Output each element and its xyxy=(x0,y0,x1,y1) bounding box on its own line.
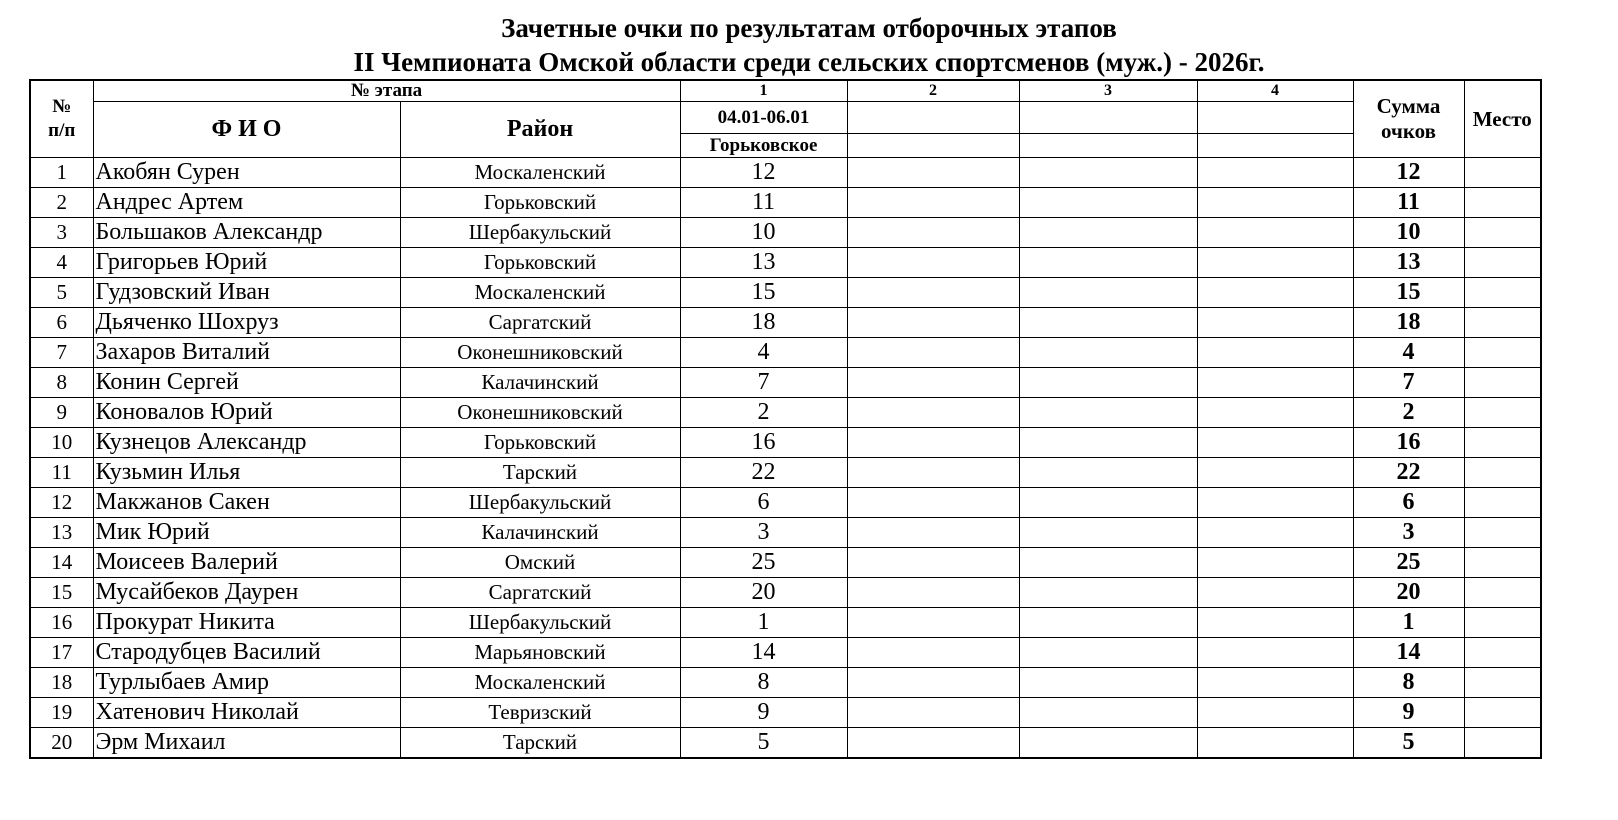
header-stage-4: 4 xyxy=(1197,80,1353,102)
stage4-score xyxy=(1197,308,1353,338)
stage3-score xyxy=(1019,158,1197,188)
total-score: 4 xyxy=(1353,338,1464,368)
athlete-district: Шербакульский xyxy=(400,488,680,518)
stage1-score: 6 xyxy=(680,488,847,518)
place-cell xyxy=(1464,158,1541,188)
stage1-score: 1 xyxy=(680,608,847,638)
header-district: Район xyxy=(400,102,680,158)
total-score: 20 xyxy=(1353,578,1464,608)
athlete-name: Моисеев Валерий xyxy=(93,548,400,578)
place-cell xyxy=(1464,188,1541,218)
table-row xyxy=(30,578,1541,608)
row-number: 8 xyxy=(30,368,93,398)
place-cell xyxy=(1464,368,1541,398)
stage1-score: 5 xyxy=(680,728,847,759)
total-score: 15 xyxy=(1353,278,1464,308)
stage3-score xyxy=(1019,638,1197,668)
stage4-score xyxy=(1197,278,1353,308)
stage3-score xyxy=(1019,728,1197,759)
total-score: 9 xyxy=(1353,698,1464,728)
stage2-score xyxy=(847,548,1019,578)
table-row xyxy=(30,218,1541,248)
row-number: 19 xyxy=(30,698,93,728)
header-place: Место xyxy=(1464,80,1541,158)
stage3-score xyxy=(1019,308,1197,338)
header-stage2-place xyxy=(847,134,1019,158)
total-score: 22 xyxy=(1353,458,1464,488)
stage4-score xyxy=(1197,578,1353,608)
stage2-score xyxy=(847,368,1019,398)
athlete-name: Гудзовский Иван xyxy=(93,278,400,308)
athlete-district: Марьяновский xyxy=(400,638,680,668)
stage4-score xyxy=(1197,338,1353,368)
athlete-district: Горьковский xyxy=(400,428,680,458)
stage2-score xyxy=(847,698,1019,728)
stage2-score xyxy=(847,428,1019,458)
athlete-district: Калачинский xyxy=(400,518,680,548)
header-stage3-place xyxy=(1019,134,1197,158)
stage1-score: 18 xyxy=(680,308,847,338)
header-sum xyxy=(1353,80,1464,158)
place-cell xyxy=(1464,698,1541,728)
athlete-district: Москаленский xyxy=(400,668,680,698)
athlete-name: Макжанов Сакен xyxy=(93,488,400,518)
results-table xyxy=(29,79,1542,759)
stage4-score xyxy=(1197,218,1353,248)
header-stage-2: 2 xyxy=(847,80,1019,102)
total-score: 18 xyxy=(1353,308,1464,338)
athlete-name: Прокурат Никита xyxy=(93,608,400,638)
athlete-district: Горьковский xyxy=(400,248,680,278)
place-cell xyxy=(1464,398,1541,428)
stage4-score xyxy=(1197,158,1353,188)
stage4-score xyxy=(1197,458,1353,488)
header-fio: Ф И О xyxy=(93,102,400,158)
header-stage4-date xyxy=(1197,102,1353,134)
header-stage1-place: Горьковское xyxy=(680,134,847,158)
stage4-score xyxy=(1197,518,1353,548)
athlete-name: Стародубцев Василий xyxy=(93,638,400,668)
stage2-score xyxy=(847,398,1019,428)
place-cell xyxy=(1464,518,1541,548)
athlete-district: Тарский xyxy=(400,458,680,488)
stage2-score xyxy=(847,308,1019,338)
table-row xyxy=(30,158,1541,188)
header-stage3-date xyxy=(1019,102,1197,134)
stage2-score xyxy=(847,278,1019,308)
row-number: 1 xyxy=(30,158,93,188)
header-number-line1: № xyxy=(52,96,72,117)
place-cell xyxy=(1464,608,1541,638)
total-score: 7 xyxy=(1353,368,1464,398)
row-number: 9 xyxy=(30,398,93,428)
athlete-name: Хатенович Николай xyxy=(93,698,400,728)
total-score: 11 xyxy=(1353,188,1464,218)
stage1-score: 14 xyxy=(680,638,847,668)
stage1-score: 15 xyxy=(680,278,847,308)
place-cell xyxy=(1464,578,1541,608)
row-number: 12 xyxy=(30,488,93,518)
document-title-line2: II Чемпионата Омской области среди сельских спортсменов (муж.) - 2026г. xyxy=(353,47,1265,77)
document-title-line1: Зачетные очки по результатам отборочных этапов xyxy=(501,13,1117,43)
stage4-score xyxy=(1197,698,1353,728)
table-row xyxy=(30,638,1541,668)
stage1-score: 10 xyxy=(680,218,847,248)
stage2-score xyxy=(847,518,1019,548)
stage3-score xyxy=(1019,518,1197,548)
athlete-district: Саргатский xyxy=(400,308,680,338)
row-number: 14 xyxy=(30,548,93,578)
stage2-score xyxy=(847,458,1019,488)
stage3-score xyxy=(1019,248,1197,278)
header-stage2-date xyxy=(847,102,1019,134)
place-cell xyxy=(1464,548,1541,578)
table-row xyxy=(30,338,1541,368)
row-number: 7 xyxy=(30,338,93,368)
total-score: 6 xyxy=(1353,488,1464,518)
athlete-name: Мик Юрий xyxy=(93,518,400,548)
row-number: 4 xyxy=(30,248,93,278)
row-number: 20 xyxy=(30,728,93,759)
header-number-line2: п/п xyxy=(48,120,76,141)
athlete-name: Андрес Артем xyxy=(93,188,400,218)
total-score: 25 xyxy=(1353,548,1464,578)
stage1-score: 13 xyxy=(680,248,847,278)
total-score: 13 xyxy=(1353,248,1464,278)
stage2-score xyxy=(847,608,1019,638)
total-score: 8 xyxy=(1353,668,1464,698)
athlete-district: Шербакульский xyxy=(400,608,680,638)
athlete-name: Эрм Михаил xyxy=(93,728,400,759)
place-cell xyxy=(1464,488,1541,518)
stage2-score xyxy=(847,638,1019,668)
place-cell xyxy=(1464,218,1541,248)
stage3-score xyxy=(1019,218,1197,248)
table-row xyxy=(30,698,1541,728)
athlete-name: Коновалов Юрий xyxy=(93,398,400,428)
stage1-score: 20 xyxy=(680,578,847,608)
stage1-score: 2 xyxy=(680,398,847,428)
table-row xyxy=(30,458,1541,488)
stage1-score: 12 xyxy=(680,158,847,188)
stage4-score xyxy=(1197,188,1353,218)
stage1-score: 16 xyxy=(680,428,847,458)
stage4-score xyxy=(1197,248,1353,278)
stage1-score: 4 xyxy=(680,338,847,368)
row-number: 17 xyxy=(30,638,93,668)
place-cell xyxy=(1464,338,1541,368)
athlete-district: Москаленский xyxy=(400,158,680,188)
stage3-score xyxy=(1019,368,1197,398)
total-score: 2 xyxy=(1353,398,1464,428)
place-cell xyxy=(1464,458,1541,488)
stage2-score xyxy=(847,338,1019,368)
total-score: 1 xyxy=(1353,608,1464,638)
athlete-name: Захаров Виталий xyxy=(93,338,400,368)
place-cell xyxy=(1464,278,1541,308)
table-row xyxy=(30,308,1541,338)
stage2-score xyxy=(847,488,1019,518)
row-number: 16 xyxy=(30,608,93,638)
header-stage-label: № этапа xyxy=(93,80,680,102)
stage3-score xyxy=(1019,428,1197,458)
athlete-name: Кузнецов Александр xyxy=(93,428,400,458)
row-number: 11 xyxy=(30,458,93,488)
stage3-score xyxy=(1019,698,1197,728)
table-row xyxy=(30,248,1541,278)
athlete-name: Большаков Александр xyxy=(93,218,400,248)
stage3-score xyxy=(1019,578,1197,608)
total-score: 14 xyxy=(1353,638,1464,668)
athlete-district: Оконешниковский xyxy=(400,338,680,368)
row-number: 2 xyxy=(30,188,93,218)
place-cell xyxy=(1464,638,1541,668)
stage4-score xyxy=(1197,368,1353,398)
stage2-score xyxy=(847,158,1019,188)
header-sum-line2: очков xyxy=(1381,119,1436,143)
athlete-district: Тевризский xyxy=(400,698,680,728)
total-score: 16 xyxy=(1353,428,1464,458)
row-number: 6 xyxy=(30,308,93,338)
stage4-score xyxy=(1197,668,1353,698)
athlete-name: Кузьмин Илья xyxy=(93,458,400,488)
stage3-score xyxy=(1019,608,1197,638)
header-number xyxy=(30,80,93,158)
stage4-score xyxy=(1197,608,1353,638)
header-stage-3: 3 xyxy=(1019,80,1197,102)
total-score: 3 xyxy=(1353,518,1464,548)
table-row xyxy=(30,518,1541,548)
place-cell xyxy=(1464,728,1541,759)
table-row xyxy=(30,428,1541,458)
stage4-score xyxy=(1197,728,1353,759)
stage2-score xyxy=(847,248,1019,278)
stage1-score: 7 xyxy=(680,368,847,398)
row-number: 3 xyxy=(30,218,93,248)
stage1-score: 3 xyxy=(680,518,847,548)
stage3-score xyxy=(1019,338,1197,368)
stage3-score xyxy=(1019,668,1197,698)
athlete-name: Турлыбаев Амир xyxy=(93,668,400,698)
row-number: 5 xyxy=(30,278,93,308)
athlete-name: Григорьев Юрий xyxy=(93,248,400,278)
stage3-score xyxy=(1019,398,1197,428)
stage4-score xyxy=(1197,398,1353,428)
stage2-score xyxy=(847,188,1019,218)
table-row xyxy=(30,668,1541,698)
stage2-score xyxy=(847,668,1019,698)
athlete-name: Мусайбеков Даурен xyxy=(93,578,400,608)
stage1-score: 25 xyxy=(680,548,847,578)
table-row xyxy=(30,398,1541,428)
stage3-score xyxy=(1019,488,1197,518)
row-number: 18 xyxy=(30,668,93,698)
athlete-district: Омский xyxy=(400,548,680,578)
stage1-score: 11 xyxy=(680,188,847,218)
total-score: 5 xyxy=(1353,728,1464,759)
place-cell xyxy=(1464,308,1541,338)
athlete-district: Саргатский xyxy=(400,578,680,608)
row-number: 13 xyxy=(30,518,93,548)
header-stage4-place xyxy=(1197,134,1353,158)
athlete-district: Шербакульский xyxy=(400,218,680,248)
total-score: 12 xyxy=(1353,158,1464,188)
stage3-score xyxy=(1019,458,1197,488)
table-row xyxy=(30,188,1541,218)
table-row xyxy=(30,278,1541,308)
row-number: 10 xyxy=(30,428,93,458)
stage3-score xyxy=(1019,278,1197,308)
stage2-score xyxy=(847,728,1019,759)
stage4-score xyxy=(1197,638,1353,668)
header-sum-line1: Сумма xyxy=(1376,94,1441,118)
athlete-name: Конин Сергей xyxy=(93,368,400,398)
table-row xyxy=(30,548,1541,578)
stage2-score xyxy=(847,218,1019,248)
stage1-score: 8 xyxy=(680,668,847,698)
stage4-score xyxy=(1197,548,1353,578)
table-row xyxy=(30,728,1541,759)
stage3-score xyxy=(1019,188,1197,218)
place-cell xyxy=(1464,248,1541,278)
athlete-district: Горьковский xyxy=(400,188,680,218)
athlete-district: Оконешниковский xyxy=(400,398,680,428)
row-number: 15 xyxy=(30,578,93,608)
stage2-score xyxy=(847,578,1019,608)
stage3-score xyxy=(1019,548,1197,578)
stage4-score xyxy=(1197,488,1353,518)
table-row xyxy=(30,368,1541,398)
athlete-district: Калачинский xyxy=(400,368,680,398)
total-score: 10 xyxy=(1353,218,1464,248)
place-cell xyxy=(1464,668,1541,698)
stage1-score: 9 xyxy=(680,698,847,728)
header-stage1-date: 04.01-06.01 xyxy=(680,102,847,134)
table-row xyxy=(30,488,1541,518)
athlete-name: Акобян Сурен xyxy=(93,158,400,188)
results-body xyxy=(30,158,1541,759)
stage4-score xyxy=(1197,428,1353,458)
athlete-district: Тарский xyxy=(400,728,680,759)
athlete-district: Москаленский xyxy=(400,278,680,308)
stage1-score: 22 xyxy=(680,458,847,488)
header-stage-1: 1 xyxy=(680,80,847,102)
athlete-name: Дьяченко Шохруз xyxy=(93,308,400,338)
place-cell xyxy=(1464,428,1541,458)
table-row xyxy=(30,608,1541,638)
